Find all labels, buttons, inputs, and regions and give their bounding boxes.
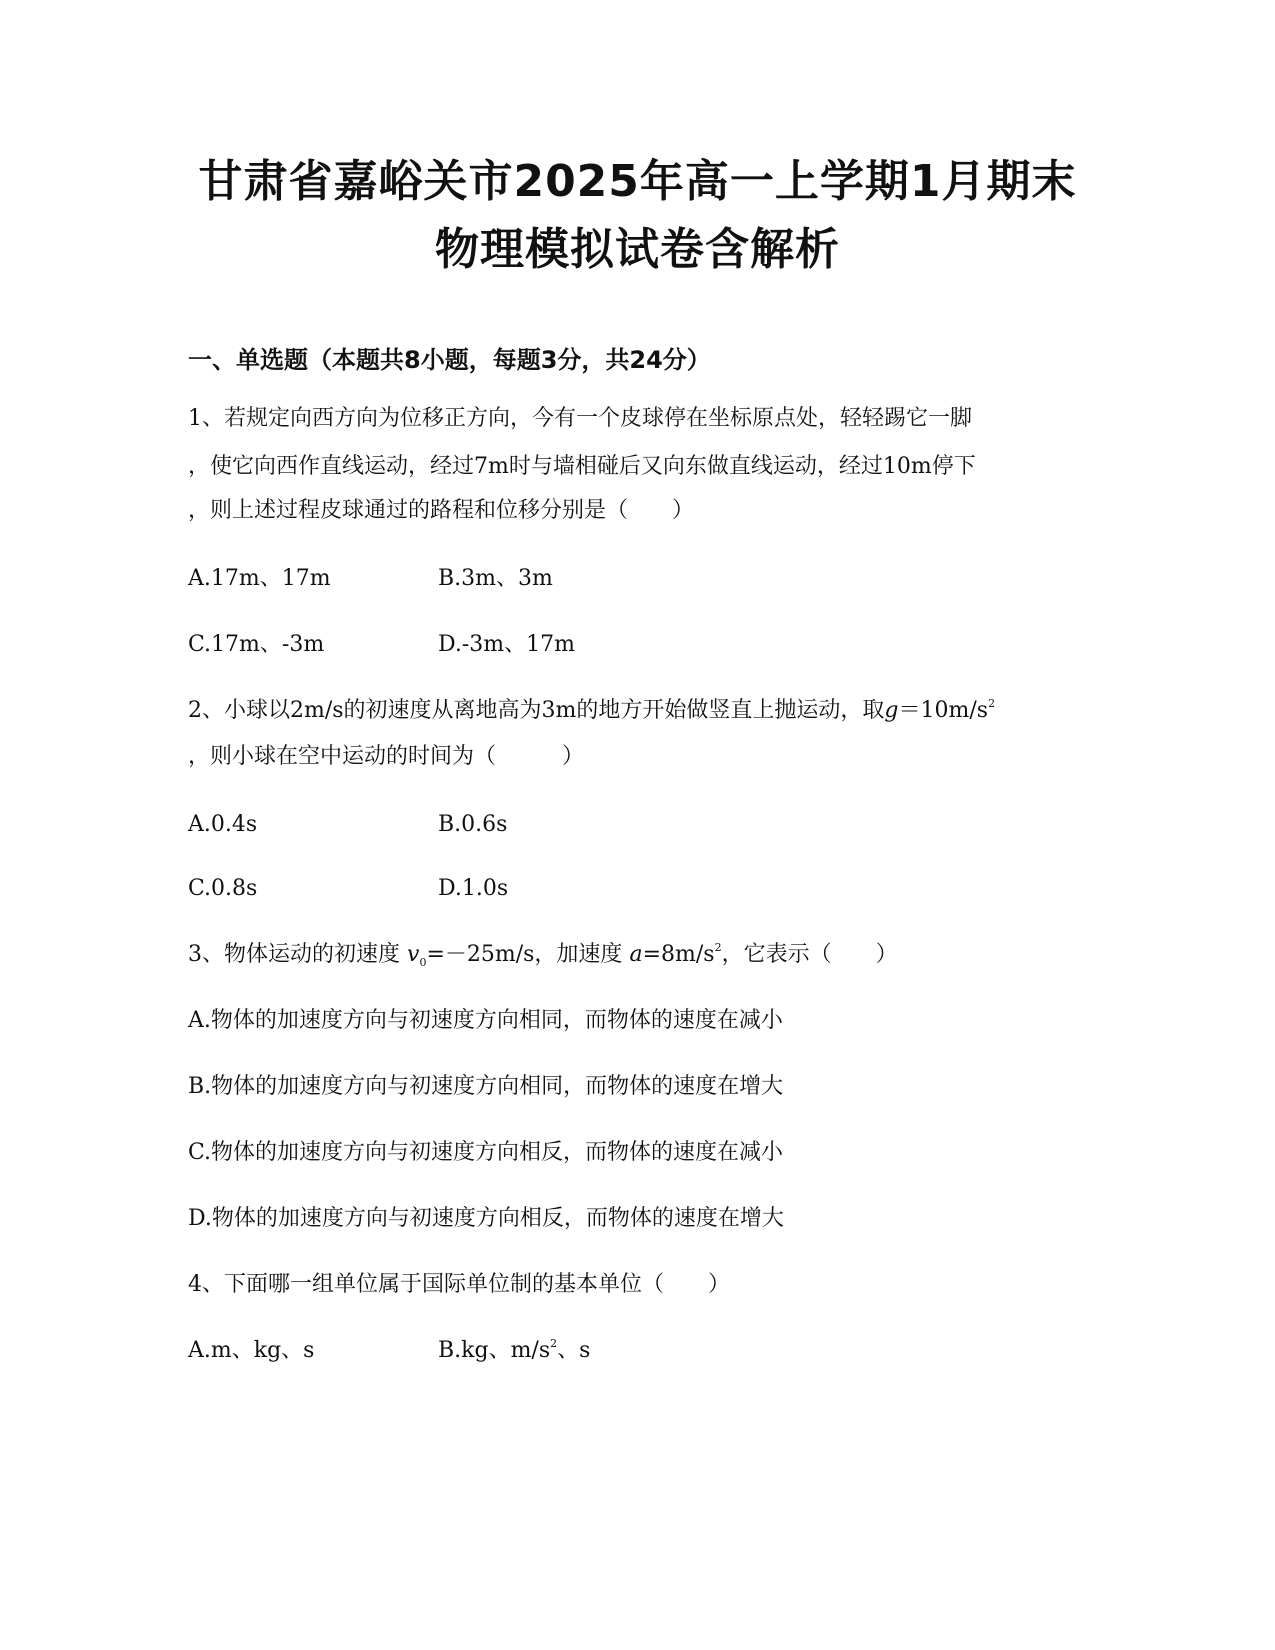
question-2-option-b: B.0.6s: [438, 812, 508, 837]
question-1-option-d: D.-3m、17m: [438, 632, 575, 657]
title-line-2: 物理模拟试卷含解析: [435, 224, 840, 275]
velocity-symbol: v: [407, 942, 420, 967]
question-3-text: 3、物体运动的初速度: [188, 942, 400, 967]
question-2-option-d: D.1.0s: [438, 876, 509, 901]
question-4-option-a: A.m、kg、s: [188, 1338, 315, 1363]
question-2-option-a: A.0.4s: [188, 812, 258, 837]
question-1-option-a: A.17m、17m: [188, 566, 331, 591]
question-3-option-b: B.物体的加速度方向与初速度方向相同，而物体的速度在增大: [188, 1074, 784, 1099]
question-3-option-a: A.物体的加速度方向与初速度方向相同，而物体的速度在减小: [188, 1008, 783, 1033]
option-b-text: B.kg、m/s: [438, 1338, 551, 1363]
question-1-option-b: B.3m、3m: [438, 566, 553, 591]
question-2-text: 2、小球以2m/s的初速度从离地高为3m的地方开始做竖直上抛运动，取: [188, 698, 885, 723]
question-3-tail: ，它表示（ ）: [721, 942, 898, 967]
question-3-line-1: [188, 941, 898, 969]
question-1-line-1: 1、若规定向西方向为位移正方向，今有一个皮球停在坐标原点处，轻轻踢它一脚: [188, 406, 972, 431]
acceleration-value: =8m/s: [642, 942, 715, 967]
section-heading: 一、单选题（本题共8小题，每题3分，共24分）: [188, 346, 711, 374]
question-4-line-1: 4、下面哪一组单位属于国际单位制的基本单位（ ）: [188, 1272, 730, 1297]
question-1-line-3: ，则上述过程皮球通过的路程和位移分别是（ ）: [188, 498, 695, 523]
question-4-option-b: [438, 1337, 591, 1363]
question-1-option-c: C.17m、-3m: [188, 632, 325, 657]
question-2-line-1: [188, 697, 996, 723]
option-b-tail: 、s: [557, 1338, 591, 1363]
question-3-option-c: C.物体的加速度方向与初速度方向相反，而物体的速度在减小: [188, 1140, 784, 1165]
gravity-symbol: g: [884, 698, 899, 723]
gravity-value: ＝10m/s: [898, 698, 989, 723]
question-2-line-2: ，则小球在空中运动的时间为（ ）: [188, 744, 585, 769]
velocity-value: =－25m/s，加速度: [426, 942, 623, 967]
acceleration-symbol: a: [629, 942, 643, 967]
title-line-1: 甘肃省嘉峪关市2025年高一上学期1月期末: [198, 156, 1077, 207]
question-3-option-d: D.物体的加速度方向与初速度方向相反，而物体的速度在增大: [188, 1206, 784, 1231]
velocity-subscript: 0: [419, 956, 427, 969]
exponent: 2: [714, 941, 722, 954]
question-1-line-2: ，使它向西作直线运动，经过7m时与墙相碰后又向东做直线运动，经过10m停下: [188, 454, 976, 479]
exponent: 2: [550, 1337, 558, 1350]
exponent: 2: [988, 697, 996, 710]
question-2-option-c: C.0.8s: [188, 876, 258, 901]
